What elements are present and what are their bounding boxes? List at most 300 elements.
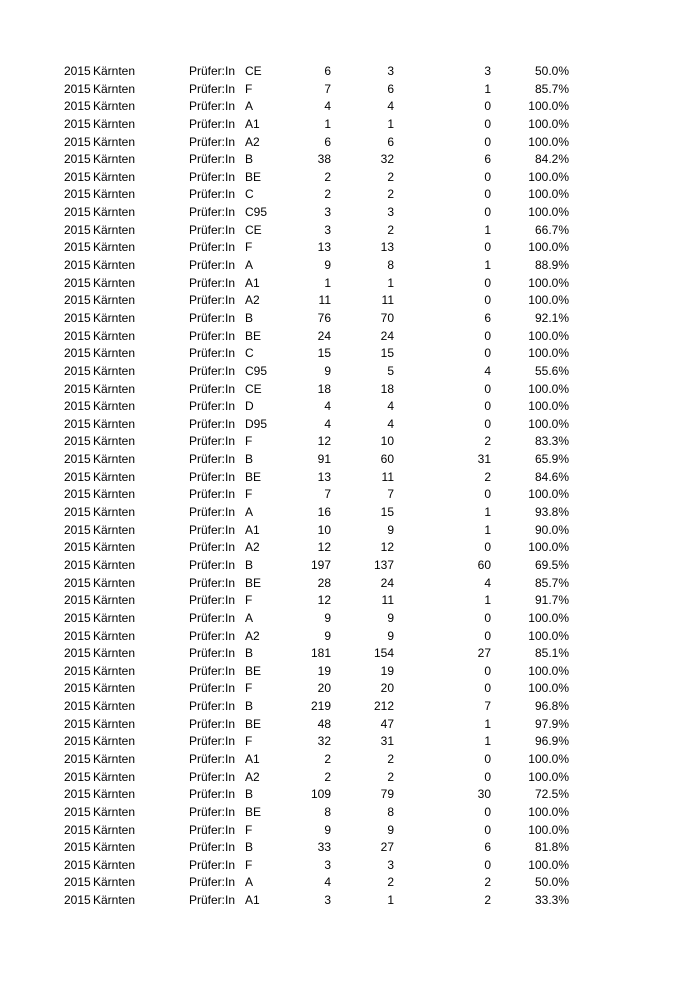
cell-pass-rate: 88.9% bbox=[534, 258, 569, 273]
cell-region: Kärnten bbox=[93, 822, 136, 837]
cell-failed: 0 bbox=[484, 769, 491, 784]
table-row bbox=[0, 257, 700, 275]
cell-region: Kärnten bbox=[93, 522, 136, 537]
cell-total: 181 bbox=[310, 646, 331, 661]
cell-year: 2015 bbox=[64, 328, 91, 343]
cell-pass-rate: 66.7% bbox=[534, 222, 569, 237]
cell-role: Prüfer:In bbox=[189, 258, 236, 273]
cell-total: 18 bbox=[317, 381, 331, 396]
cell-role: Prüfer:In bbox=[189, 505, 236, 520]
table-row bbox=[0, 680, 700, 698]
cell-pass-rate: 90.0% bbox=[534, 522, 569, 537]
cell-total: 2 bbox=[324, 187, 331, 202]
cell-license-class: A2 bbox=[245, 769, 260, 784]
cell-year: 2015 bbox=[64, 857, 91, 872]
cell-passed: 9 bbox=[387, 628, 394, 643]
cell-failed: 1 bbox=[484, 222, 491, 237]
cell-role: Prüfer:In bbox=[189, 804, 236, 819]
cell-license-class: A1 bbox=[245, 893, 260, 908]
cell-region: Kärnten bbox=[93, 187, 136, 202]
cell-year: 2015 bbox=[64, 610, 91, 625]
data-table bbox=[0, 63, 700, 910]
cell-license-class: A2 bbox=[245, 293, 260, 308]
cell-year: 2015 bbox=[64, 152, 91, 167]
cell-failed: 1 bbox=[484, 593, 491, 608]
cell-passed: 1 bbox=[387, 116, 394, 131]
cell-role: Prüfer:In bbox=[189, 310, 236, 325]
cell-year: 2015 bbox=[64, 487, 91, 502]
cell-role: Prüfer:In bbox=[189, 575, 236, 590]
cell-passed: 70 bbox=[380, 310, 394, 325]
cell-total: 11 bbox=[318, 293, 331, 308]
cell-passed: 15 bbox=[380, 505, 394, 520]
cell-license-class: F bbox=[245, 734, 253, 749]
cell-total: 6 bbox=[324, 134, 331, 149]
table-row bbox=[0, 169, 700, 187]
cell-pass-rate: 96.8% bbox=[534, 699, 569, 714]
cell-pass-rate: 33.3% bbox=[534, 893, 569, 908]
table-row bbox=[0, 698, 700, 716]
table-row bbox=[0, 504, 700, 522]
cell-license-class: B bbox=[245, 699, 254, 714]
cell-failed: 0 bbox=[484, 328, 491, 343]
cell-total: 13 bbox=[317, 469, 331, 484]
cell-failed: 2 bbox=[484, 469, 491, 484]
cell-year: 2015 bbox=[64, 893, 91, 908]
cell-year: 2015 bbox=[64, 522, 91, 537]
cell-passed: 6 bbox=[387, 81, 394, 96]
table-row bbox=[0, 786, 700, 804]
cell-role: Prüfer:In bbox=[189, 699, 236, 714]
table-row bbox=[0, 857, 700, 875]
cell-region: Kärnten bbox=[93, 399, 136, 414]
table-row bbox=[0, 839, 700, 857]
cell-year: 2015 bbox=[64, 434, 91, 449]
cell-region: Kärnten bbox=[93, 275, 136, 290]
cell-passed: 3 bbox=[387, 205, 394, 220]
cell-total: 6 bbox=[324, 64, 331, 78]
cell-license-class: BE bbox=[245, 469, 262, 484]
cell-year: 2015 bbox=[64, 840, 91, 855]
cell-pass-rate: 100.0% bbox=[528, 663, 569, 678]
cell-failed: 0 bbox=[484, 681, 491, 696]
cell-region: Kärnten bbox=[93, 240, 136, 255]
cell-role: Prüfer:In bbox=[189, 152, 236, 167]
table-row bbox=[0, 292, 700, 310]
table-row bbox=[0, 769, 700, 787]
cell-year: 2015 bbox=[64, 222, 91, 237]
cell-failed: 1 bbox=[484, 716, 491, 731]
cell-passed: 154 bbox=[373, 646, 394, 661]
cell-pass-rate: 55.6% bbox=[534, 363, 569, 378]
table-row bbox=[0, 628, 700, 646]
cell-pass-rate: 92.1% bbox=[534, 310, 569, 325]
cell-license-class: B bbox=[245, 787, 254, 802]
cell-total: 4 bbox=[324, 416, 331, 431]
table-row bbox=[0, 804, 700, 822]
cell-failed: 0 bbox=[484, 169, 491, 184]
cell-year: 2015 bbox=[64, 205, 91, 220]
cell-role: Prüfer:In bbox=[189, 381, 236, 396]
cell-total: 13 bbox=[317, 240, 331, 255]
cell-region: Kärnten bbox=[93, 169, 136, 184]
cell-pass-rate: 100.0% bbox=[528, 205, 569, 220]
cell-region: Kärnten bbox=[93, 628, 136, 643]
cell-failed: 0 bbox=[484, 628, 491, 643]
cell-year: 2015 bbox=[64, 663, 91, 678]
table-row bbox=[0, 822, 700, 840]
cell-license-class: C95 bbox=[245, 205, 268, 220]
cell-year: 2015 bbox=[64, 381, 91, 396]
cell-license-class: A bbox=[245, 99, 254, 114]
table-row bbox=[0, 345, 700, 363]
table-row bbox=[0, 575, 700, 593]
cell-pass-rate: 100.0% bbox=[528, 99, 569, 114]
cell-license-class: BE bbox=[245, 575, 262, 590]
cell-role: Prüfer:In bbox=[189, 116, 236, 131]
cell-pass-rate: 81.8% bbox=[534, 840, 569, 855]
cell-failed: 6 bbox=[484, 840, 491, 855]
cell-region: Kärnten bbox=[93, 505, 136, 520]
cell-pass-rate: 100.0% bbox=[528, 681, 569, 696]
cell-license-class: C bbox=[245, 346, 254, 361]
cell-pass-rate: 100.0% bbox=[528, 769, 569, 784]
cell-passed: 137 bbox=[373, 557, 394, 572]
cell-year: 2015 bbox=[64, 275, 91, 290]
cell-failed: 0 bbox=[484, 293, 491, 308]
table-row bbox=[0, 733, 700, 751]
cell-pass-rate: 72.5% bbox=[534, 787, 569, 802]
cell-year: 2015 bbox=[64, 346, 91, 361]
cell-region: Kärnten bbox=[93, 769, 136, 784]
cell-region: Kärnten bbox=[93, 310, 136, 325]
cell-pass-rate: 100.0% bbox=[528, 610, 569, 625]
cell-total: 9 bbox=[324, 610, 331, 625]
cell-pass-rate: 100.0% bbox=[528, 346, 569, 361]
cell-passed: 11 bbox=[381, 469, 394, 484]
cell-failed: 1 bbox=[484, 522, 491, 537]
table-row bbox=[0, 645, 700, 663]
cell-region: Kärnten bbox=[93, 557, 136, 572]
cell-license-class: B bbox=[245, 310, 254, 325]
cell-passed: 4 bbox=[387, 416, 394, 431]
cell-role: Prüfer:In bbox=[189, 610, 236, 625]
table-row bbox=[0, 310, 700, 328]
cell-total: 1 bbox=[324, 116, 331, 131]
cell-year: 2015 bbox=[64, 399, 91, 414]
cell-failed: 0 bbox=[484, 134, 491, 149]
cell-year: 2015 bbox=[64, 681, 91, 696]
cell-total: 7 bbox=[324, 81, 331, 96]
cell-region: Kärnten bbox=[93, 787, 136, 802]
cell-failed: 0 bbox=[484, 610, 491, 625]
cell-region: Kärnten bbox=[93, 540, 136, 555]
cell-year: 2015 bbox=[64, 787, 91, 802]
cell-passed: 9 bbox=[387, 610, 394, 625]
cell-failed: 1 bbox=[484, 734, 491, 749]
cell-license-class: CE bbox=[245, 222, 262, 237]
cell-license-class: BE bbox=[245, 716, 262, 731]
cell-total: 3 bbox=[324, 893, 331, 908]
cell-failed: 1 bbox=[484, 81, 491, 96]
cell-pass-rate: 85.7% bbox=[534, 575, 569, 590]
cell-year: 2015 bbox=[64, 116, 91, 131]
cell-region: Kärnten bbox=[93, 134, 136, 149]
cell-total: 1 bbox=[324, 275, 331, 290]
cell-region: Kärnten bbox=[93, 663, 136, 678]
table-row bbox=[0, 892, 700, 910]
table-row bbox=[0, 222, 700, 240]
cell-license-class: F bbox=[245, 857, 253, 872]
cell-pass-rate: 100.0% bbox=[528, 751, 569, 766]
cell-passed: 10 bbox=[380, 434, 394, 449]
cell-failed: 27 bbox=[477, 646, 491, 661]
cell-role: Prüfer:In bbox=[189, 822, 236, 837]
cell-license-class: B bbox=[245, 557, 254, 572]
cell-license-class: F bbox=[245, 487, 253, 502]
cell-license-class: A2 bbox=[245, 134, 260, 149]
cell-role: Prüfer:In bbox=[189, 240, 236, 255]
cell-role: Prüfer:In bbox=[189, 134, 236, 149]
cell-role: Prüfer:In bbox=[189, 540, 236, 555]
cell-year: 2015 bbox=[64, 575, 91, 590]
table-row bbox=[0, 381, 700, 399]
cell-region: Kärnten bbox=[93, 875, 136, 890]
cell-region: Kärnten bbox=[93, 434, 136, 449]
cell-passed: 11 bbox=[381, 593, 394, 608]
cell-license-class: BE bbox=[245, 663, 262, 678]
cell-license-class: F bbox=[245, 681, 253, 696]
cell-total: 15 bbox=[317, 346, 331, 361]
cell-failed: 0 bbox=[484, 240, 491, 255]
table-row bbox=[0, 610, 700, 628]
cell-license-class: A1 bbox=[245, 522, 260, 537]
table-row bbox=[0, 451, 700, 469]
cell-license-class: A bbox=[245, 875, 254, 890]
cell-total: 32 bbox=[317, 734, 331, 749]
cell-failed: 0 bbox=[484, 399, 491, 414]
cell-year: 2015 bbox=[64, 769, 91, 784]
table-row bbox=[0, 63, 700, 81]
cell-region: Kärnten bbox=[93, 840, 136, 855]
cell-pass-rate: 100.0% bbox=[528, 134, 569, 149]
cell-total: 91 bbox=[317, 452, 331, 467]
cell-failed: 1 bbox=[484, 505, 491, 520]
cell-role: Prüfer:In bbox=[189, 557, 236, 572]
cell-total: 9 bbox=[324, 822, 331, 837]
cell-region: Kärnten bbox=[93, 416, 136, 431]
cell-failed: 0 bbox=[484, 381, 491, 396]
cell-year: 2015 bbox=[64, 734, 91, 749]
cell-role: Prüfer:In bbox=[189, 593, 236, 608]
cell-total: 19 bbox=[317, 663, 331, 678]
cell-failed: 0 bbox=[484, 822, 491, 837]
cell-passed: 1 bbox=[387, 893, 394, 908]
cell-role: Prüfer:In bbox=[189, 275, 236, 290]
cell-region: Kärnten bbox=[93, 64, 136, 78]
cell-failed: 0 bbox=[484, 346, 491, 361]
cell-role: Prüfer:In bbox=[189, 205, 236, 220]
cell-passed: 32 bbox=[380, 152, 394, 167]
cell-region: Kärnten bbox=[93, 469, 136, 484]
cell-year: 2015 bbox=[64, 469, 91, 484]
cell-passed: 5 bbox=[387, 363, 394, 378]
cell-role: Prüfer:In bbox=[189, 893, 236, 908]
cell-passed: 47 bbox=[380, 716, 394, 731]
cell-region: Kärnten bbox=[93, 893, 136, 908]
cell-total: 3 bbox=[324, 205, 331, 220]
cell-role: Prüfer:In bbox=[189, 99, 236, 114]
cell-failed: 2 bbox=[484, 875, 491, 890]
cell-license-class: C95 bbox=[245, 363, 268, 378]
cell-year: 2015 bbox=[64, 240, 91, 255]
cell-failed: 2 bbox=[484, 893, 491, 908]
cell-role: Prüfer:In bbox=[189, 787, 236, 802]
cell-failed: 0 bbox=[484, 804, 491, 819]
cell-year: 2015 bbox=[64, 293, 91, 308]
cell-region: Kärnten bbox=[93, 487, 136, 502]
table-row bbox=[0, 751, 700, 769]
cell-region: Kärnten bbox=[93, 646, 136, 661]
table-row bbox=[0, 134, 700, 152]
cell-license-class: F bbox=[245, 593, 253, 608]
cell-total: 4 bbox=[324, 99, 331, 114]
cell-total: 12 bbox=[317, 540, 331, 555]
cell-total: 9 bbox=[324, 258, 331, 273]
cell-passed: 24 bbox=[380, 328, 394, 343]
cell-failed: 4 bbox=[484, 575, 491, 590]
cell-passed: 2 bbox=[387, 875, 394, 890]
cell-pass-rate: 96.9% bbox=[534, 734, 569, 749]
cell-region: Kärnten bbox=[93, 293, 136, 308]
cell-year: 2015 bbox=[64, 310, 91, 325]
cell-region: Kärnten bbox=[93, 751, 136, 766]
cell-region: Kärnten bbox=[93, 205, 136, 220]
cell-pass-rate: 83.3% bbox=[534, 434, 569, 449]
cell-failed: 2 bbox=[484, 434, 491, 449]
cell-license-class: B bbox=[245, 452, 254, 467]
cell-total: 12 bbox=[317, 593, 331, 608]
cell-passed: 2 bbox=[387, 169, 394, 184]
cell-total: 12 bbox=[317, 434, 331, 449]
cell-role: Prüfer:In bbox=[189, 187, 236, 202]
cell-total: 76 bbox=[317, 310, 331, 325]
cell-license-class: B bbox=[245, 840, 254, 855]
table-row bbox=[0, 204, 700, 222]
cell-region: Kärnten bbox=[93, 381, 136, 396]
cell-pass-rate: 97.9% bbox=[534, 716, 569, 731]
cell-role: Prüfer:In bbox=[189, 751, 236, 766]
cell-license-class: CE bbox=[245, 381, 262, 396]
cell-region: Kärnten bbox=[93, 575, 136, 590]
cell-failed: 0 bbox=[484, 205, 491, 220]
cell-pass-rate: 100.0% bbox=[528, 293, 569, 308]
cell-region: Kärnten bbox=[93, 99, 136, 114]
cell-failed: 60 bbox=[477, 557, 491, 572]
table-row bbox=[0, 239, 700, 257]
cell-pass-rate: 84.6% bbox=[534, 469, 569, 484]
cell-year: 2015 bbox=[64, 628, 91, 643]
table-row bbox=[0, 98, 700, 116]
cell-year: 2015 bbox=[64, 452, 91, 467]
cell-year: 2015 bbox=[64, 81, 91, 96]
cell-role: Prüfer:In bbox=[189, 734, 236, 749]
cell-total: 38 bbox=[317, 152, 331, 167]
cell-pass-rate: 85.1% bbox=[534, 646, 569, 661]
cell-passed: 12 bbox=[380, 540, 394, 555]
cell-license-class: A bbox=[245, 610, 254, 625]
cell-year: 2015 bbox=[64, 187, 91, 202]
cell-total: 28 bbox=[317, 575, 331, 590]
table-row bbox=[0, 522, 700, 540]
table-row bbox=[0, 486, 700, 504]
cell-passed: 2 bbox=[387, 751, 394, 766]
cell-pass-rate: 100.0% bbox=[528, 822, 569, 837]
cell-passed: 9 bbox=[387, 822, 394, 837]
cell-passed: 31 bbox=[380, 734, 394, 749]
cell-license-class: C bbox=[245, 187, 254, 202]
cell-year: 2015 bbox=[64, 540, 91, 555]
table-row bbox=[0, 433, 700, 451]
cell-pass-rate: 100.0% bbox=[528, 116, 569, 131]
cell-failed: 4 bbox=[484, 363, 491, 378]
cell-role: Prüfer:In bbox=[189, 875, 236, 890]
cell-failed: 1 bbox=[484, 258, 491, 273]
cell-license-class: A1 bbox=[245, 275, 260, 290]
cell-pass-rate: 100.0% bbox=[528, 169, 569, 184]
cell-region: Kärnten bbox=[93, 363, 136, 378]
cell-license-class: B bbox=[245, 646, 254, 661]
cell-year: 2015 bbox=[64, 716, 91, 731]
cell-pass-rate: 100.0% bbox=[528, 487, 569, 502]
cell-year: 2015 bbox=[64, 804, 91, 819]
cell-total: 2 bbox=[324, 751, 331, 766]
cell-role: Prüfer:In bbox=[189, 434, 236, 449]
cell-region: Kärnten bbox=[93, 857, 136, 872]
cell-region: Kärnten bbox=[93, 452, 136, 467]
cell-total: 16 bbox=[317, 505, 331, 520]
table-row bbox=[0, 116, 700, 134]
cell-failed: 31 bbox=[477, 452, 491, 467]
cell-pass-rate: 69.5% bbox=[534, 557, 569, 572]
cell-total: 109 bbox=[310, 787, 331, 802]
cell-passed: 19 bbox=[380, 663, 394, 678]
cell-total: 33 bbox=[317, 840, 331, 855]
cell-failed: 30 bbox=[477, 787, 491, 802]
cell-passed: 3 bbox=[387, 857, 394, 872]
cell-role: Prüfer:In bbox=[189, 769, 236, 784]
cell-license-class: BE bbox=[245, 328, 262, 343]
cell-pass-rate: 65.9% bbox=[534, 452, 569, 467]
cell-passed: 11 bbox=[381, 293, 394, 308]
cell-region: Kärnten bbox=[93, 804, 136, 819]
cell-pass-rate: 100.0% bbox=[528, 416, 569, 431]
table-row bbox=[0, 81, 700, 99]
cell-passed: 27 bbox=[380, 840, 394, 855]
cell-license-class: CE bbox=[245, 64, 262, 78]
cell-passed: 4 bbox=[387, 399, 394, 414]
cell-pass-rate: 100.0% bbox=[528, 328, 569, 343]
cell-pass-rate: 50.0% bbox=[534, 875, 569, 890]
cell-region: Kärnten bbox=[93, 328, 136, 343]
cell-year: 2015 bbox=[64, 557, 91, 572]
cell-role: Prüfer:In bbox=[189, 469, 236, 484]
cell-passed: 2 bbox=[387, 769, 394, 784]
cell-role: Prüfer:In bbox=[189, 681, 236, 696]
cell-passed: 3 bbox=[387, 64, 394, 78]
cell-total: 8 bbox=[324, 804, 331, 819]
cell-pass-rate: 100.0% bbox=[528, 804, 569, 819]
